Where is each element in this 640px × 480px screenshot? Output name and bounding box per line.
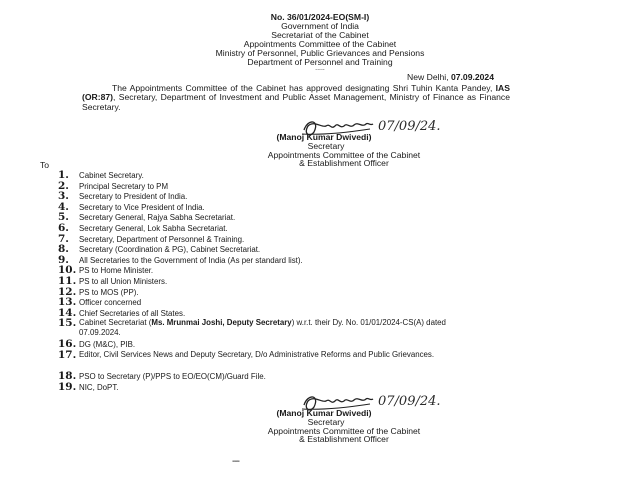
list-item: 2. Principal Secretary to PM [58,179,169,192]
list-item: 15. Cabinet Secretariat (Ms. Mrunmai Joshi, Deputy Secretary) w.r.t. their Dy. No. 01/01/2024-CS(A) dated 07.09.2024. [58,317,446,337]
ministry-line: Ministry of Personnel, Public Grievances and Pensions [215,48,425,58]
list-item: 16. DG (M&C), PIB. [58,338,136,351]
order-paragraph: The Appointments Committee of the Cabinet has approved designating Shri Tuhin Kanta Pandey, IAS (OR:87), Secretary, Department of Investment and Public Asset Management, Ministry of Finance as Finance Secretary. [82,83,510,112]
list-item: 12. PS to MOS (PP). [58,285,139,298]
signatory-name: (Manoj Kumar Dwivedi) [276,132,372,142]
signatory-org-2: & Establishment Officer [299,434,389,445]
list-item: 10. PS to Home Minister. [58,264,154,277]
list-item: 5. Secretary General, Rajya Sabha Secretariat. [58,211,236,224]
committee-line: Appointments Committee of the Cabinet [243,39,397,49]
to-label: To [40,160,50,170]
list-item: 8. Secretary (Coordination & PG), Cabinet Secretariat. [58,243,261,256]
signatory-details-2 [0,409,640,444]
department-line: Department of Personnel and Training [247,57,393,67]
place: New Delhi, [407,72,451,82]
list-item: 11. PS to all Union Ministers. [58,274,168,287]
signatory-title: Secretary [307,140,345,151]
list-item: 14. Chief Secretaries of all States. [58,306,186,319]
service-batch: IAS (OR:87) [82,83,510,103]
signature-date-handwritten: 07/09/24. [378,119,441,134]
list-item: 19. NIC, DoPT. [58,380,119,393]
signatory-org: Appointments Committee of the Cabinet [267,425,421,436]
signature-date-handwritten: 07/09/24. [378,394,441,409]
signatory-org-2: & Establishment Officer [299,158,389,169]
date: 07.09.2024 [450,72,494,82]
government-line: Government of India [281,21,359,31]
list-item: 4. Secretary to Vice President of India. [58,200,205,213]
secretariat-line: Secretariat of the Cabinet [271,30,369,40]
signatory-title: Secretary [307,416,345,427]
place-and-date [407,72,494,82]
list-item: 13. Officer concerned [58,296,142,309]
header-separator: ..... [315,65,325,72]
list-item: 1. Cabinet Secretary. [58,169,144,181]
list-item: 18. PSO to Secretary (P)/PPS to EO/EO(CM)/Guard File. [58,369,266,382]
order-number: No. 36/01/2024-EO(SM-I) [270,12,370,22]
deputy-secretary-name: Ms. Mrunmai Joshi, Deputy Secretary [151,318,292,328]
list-item: 3. Secretary to President of India. [58,190,188,203]
end-mark: --- [232,456,239,467]
list-item: 9. All Secretaries to the Government of India (As per standard list). [58,253,303,266]
recipient-list [58,170,478,392]
signatory-details-1 [0,133,640,168]
list-item: 6. Secretary General, Lok Sabha Secretariat. [58,221,228,234]
signatory-name: (Manoj Kumar Dwivedi) [276,408,372,418]
signatory-org: Appointments Committee of the Cabinet [267,149,421,160]
list-item: 7. Secretary, Department of Personnel & Training. [58,232,245,245]
list-item: 17. Editor, Civil Services News and Deputy Secretary, D/o Administrative Reforms and Public Grievances. [58,348,435,361]
